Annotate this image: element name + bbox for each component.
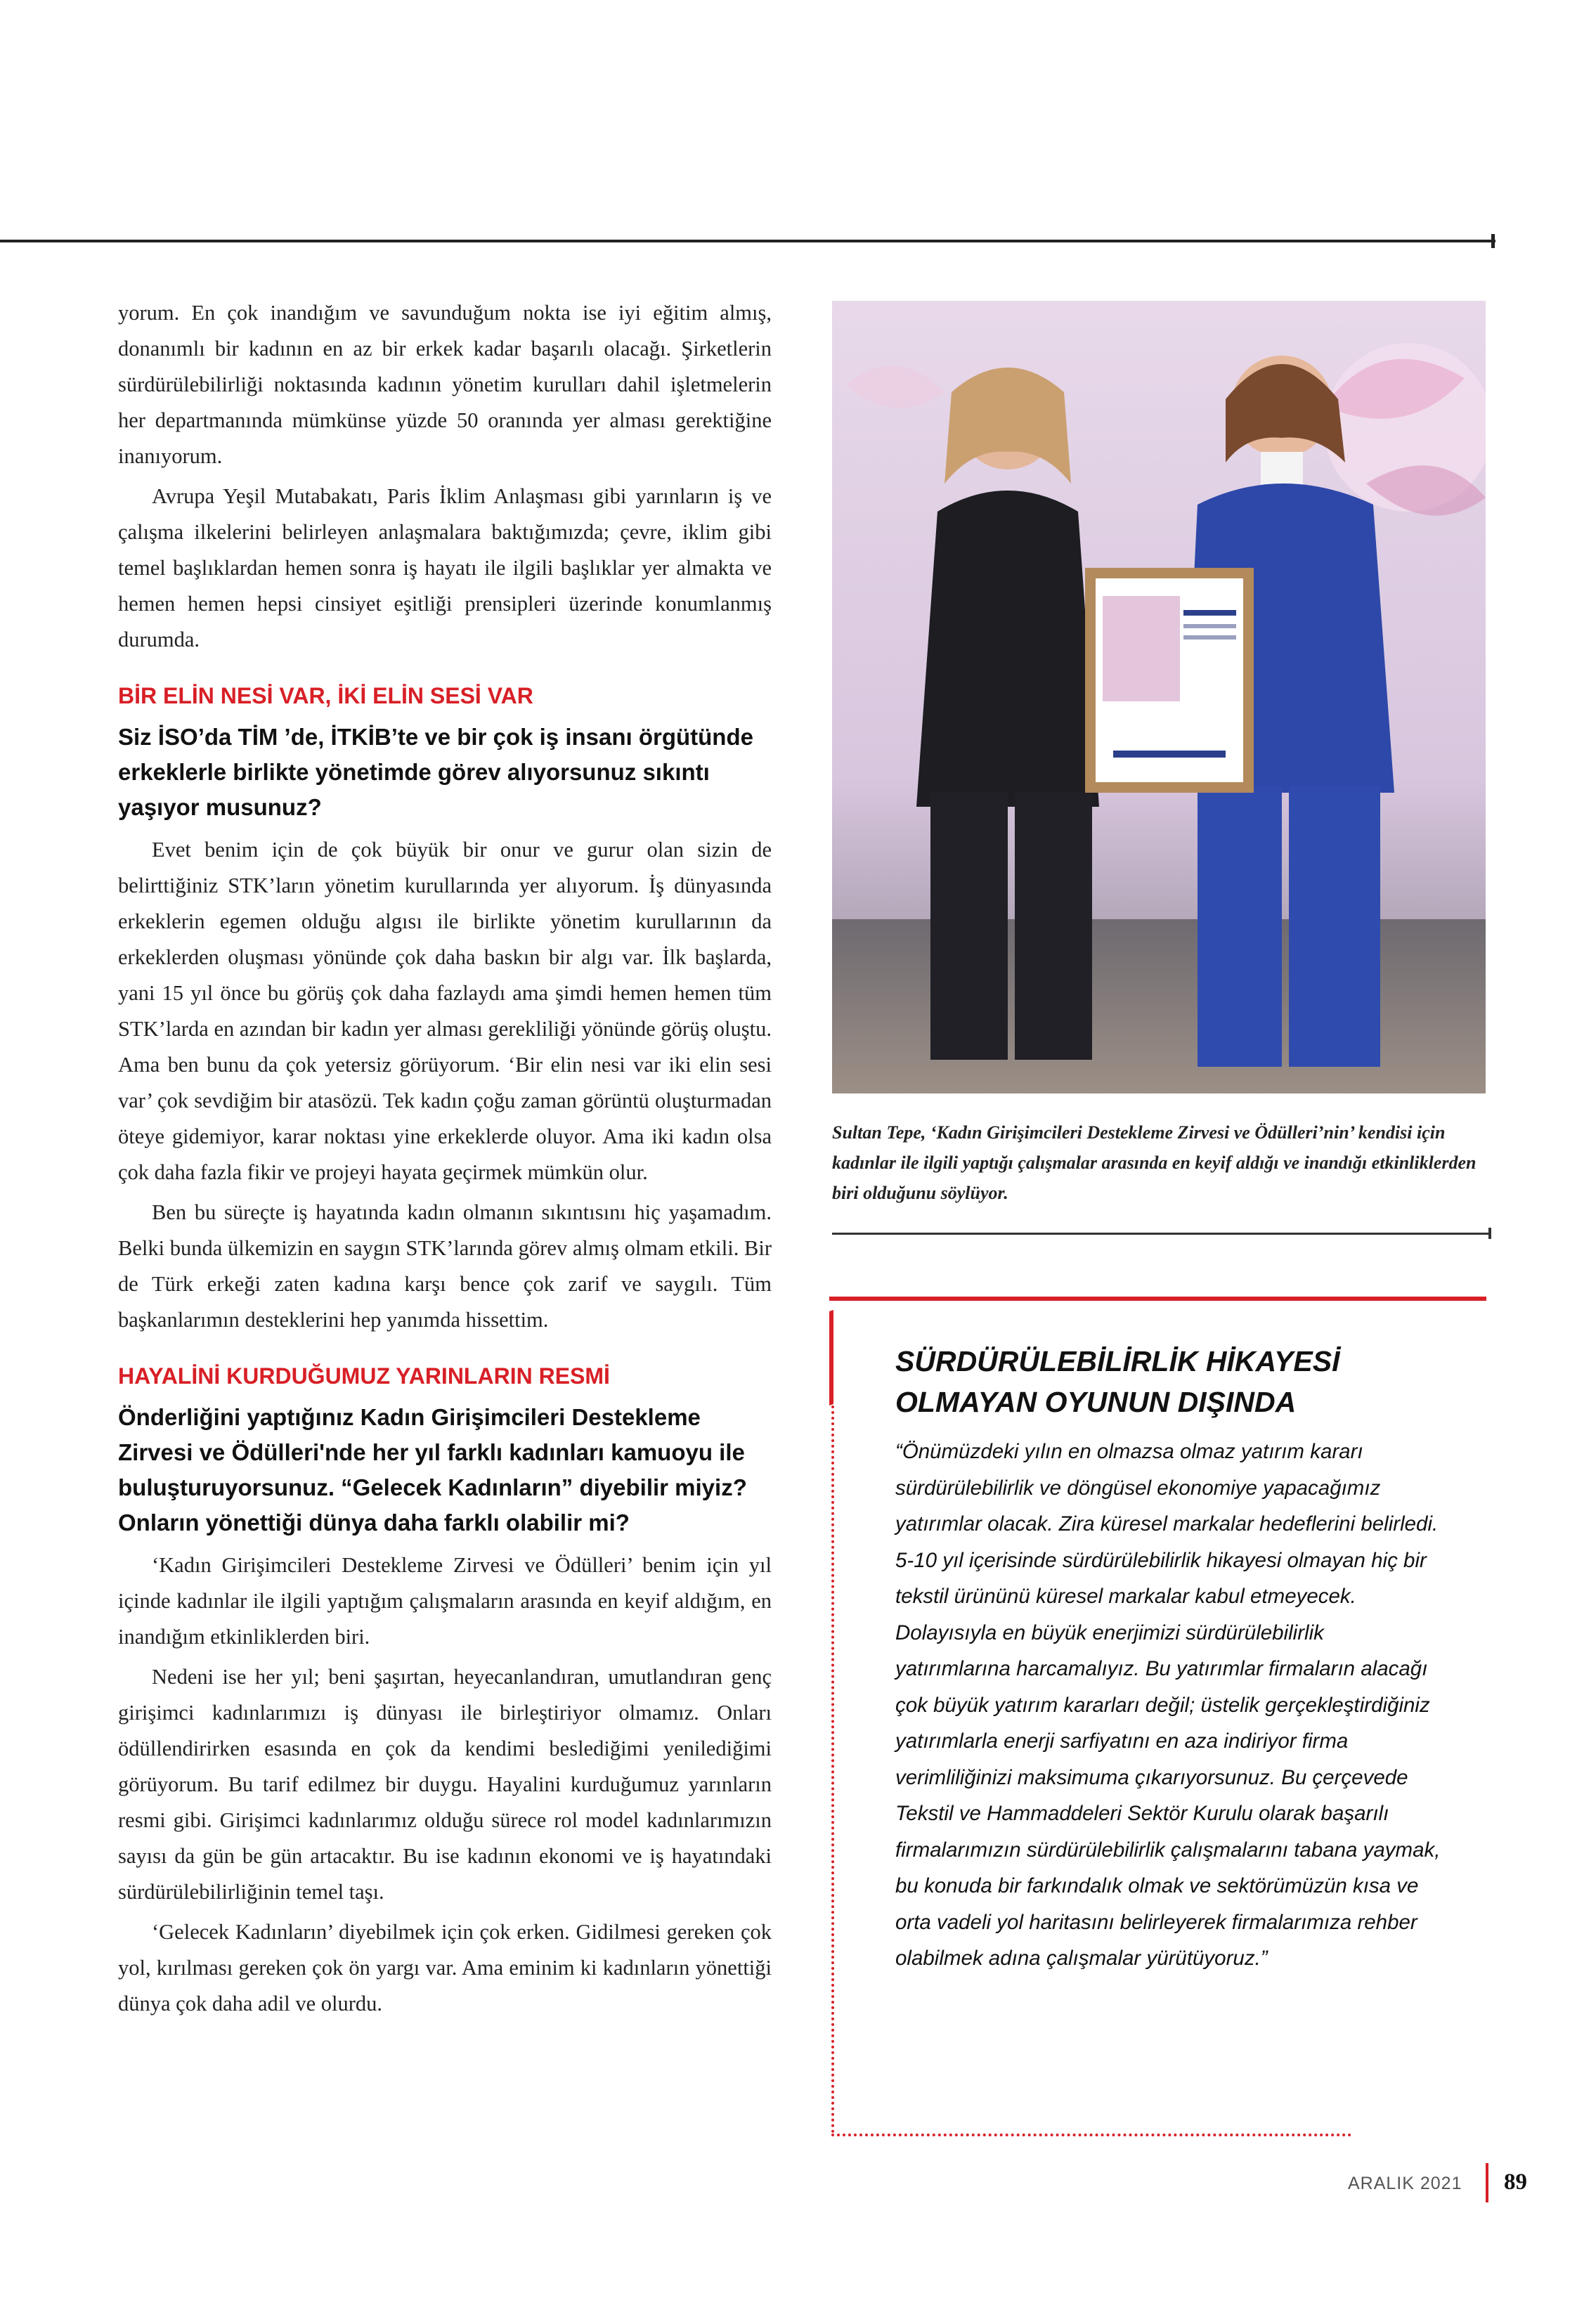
section1-heading: BİR ELİN NESİ VAR, İKİ ELİN SESİ VAR [118,683,533,708]
section1-paragraph-2: Ben bu süreçte iş hayatında kadın olmanın sıkıntısını hiç yaşamadım. Belki bunda ülkemizin en saygın STK’larında görev almış olmam etkili. Bir de Türk erkeği zaten kadına karşı bence çok zarif ve saygılı. Tüm başkanlarımın desteklerini hep yanımda hissettim. [118,1200,772,1332]
section2-paragraph-1: ‘Kadın Girişimcileri Destekleme Zirvesi ve Ödülleri’ benim için yıl içinde kadınlar ile ilgili yaptığım çalışmaların arasında en keyif aldığım, en inandığım etkinliklerden biri. [118,1553,772,1649]
quote-box-title: SÜRDÜRÜLEBİLİRLİK HİKAYESİ OLMAYAN OYUNUN DIŞINDA [895,1345,1340,1418]
award-ceremony-photo [832,301,1486,1093]
intro-paragraph-1: yorum. En çok inandığım ve savunduğum nokta ise iyi eğitim almış, donanımlı bir kadının en az bir erkek kadar başarılı olacağı. Şirketlerin sürdürülebilirliği noktasında kadının yönetim kurulları dahil işletmelerin her departmanında mümkünse yüzde 50 oranında yer alması gerektiğine inanıyorum. [118,301,772,468]
top-rule [0,240,1495,242]
caption-rule-end-mark [1488,1228,1491,1239]
section2-heading: HAYALİNİ KURDUĞUMUZ YARINLARIN RESMİ [118,1363,610,1389]
quote-box-text: “Önümüzdeki yılın en olmazsa olmaz yatırım kararı sürdürülebilirlik ve döngüsel ekonomiye yapacağımız yatırımlar olacak. Zira küresel markalar hedeflerini belirledi. 5-10 yıl içerisinde sürdürülebilirlik hikayesi olmayan hiç bir tekstil ürününü küresel markalar kabul etmeyecek. Dolayısıyla en büyük enerjimizi sürdürülebilirlik yatırımlarına harcamalıyız. Bu yatırımlar firmaların alacağı çok büyük yatırım kararları değil; üstelik gerçekleştirdiğiniz yatırımlarla enerji sarfiyatını en aza indiriyor firma verimliliğinizi maksimuma çıkarıyorsunuz. Bu çerçevede Tekstil ve Hammaddeleri Sektör Kurulu olarak başarılı firmalarımızın sürdürülebilirlik çalışmalarını tabana yaymak, bu konuda bir farkındalık olmak ve sektörümüzün kısa ve orta vadeli yol haritasını belirleyerek firmalarımıza rehber olabilmek adına çalışmalar yürütüyoruz.” [895,1440,1441,1970]
quote-box-corner-accent [829,1310,833,1406]
top-rule-end-mark [1491,234,1495,248]
intro-paragraph-2: Avrupa Yeşil Mutabakatı, Paris İklim Anlaşması gibi yarınların iş ve çalışma ilkelerini belirleyen anlaşmalara baktığımızda; çevre, iklim gibi temel başlıklardan hemen sonra iş hayatı ile ilgili başlıklar yer almakta ve hemen hemen hepsi cinsiyet eşitliği prensipleri üzerinde konumlanmış durumda. [118,484,772,651]
page-number: 89 [1504,2169,1527,2195]
quote-box-top-border [829,1297,1486,1301]
quote-box-dotted-left-border [831,1406,834,2134]
section2-paragraph-3: ‘Gelecek Kadınların’ diyebilmek için çok erken. Gidilmesi gereken çok yol, kırılması gereken çok ön yargı var. Ama eminim ki kadınların yönettiği dünya çok daha adil ve olurdu. [118,1920,772,2015]
section2-question: Önderliğini yaptığınız Kadın Girişimcileri Destekleme Zirvesi ve Ödülleri'nde her yıl farklı kadınları kamuoyu ile buluşturuyorsunuz. “Gelecek Kadınların” diyebilir miyiz? Onların yönettiği dünya daha farklı olabilir mi? [118,1404,747,1536]
photo-caption: Sultan Tepe, ‘Kadın Girişimcileri Destekleme Zirvesi ve Ödülleri’nin’ kendisi için kadınlar ile ilgili yaptığı çalışmalar arasında en keyif aldığı ve inandığı etkinliklerden biri olduğunu söylüyor. [832,1122,1477,1203]
section1-question: Siz İSO’da TİM ’de, İTKİB’te ve bir çok iş insanı örgütünde erkeklerle birlikte yönetimde görev alıyorsunuz sıkıntı yaşıyor musunuz? [118,724,753,820]
footer-separator [1486,2163,1488,2202]
footer-issue-month: ARALIK 2021 [1348,2174,1462,2193]
caption-rule [832,1233,1491,1235]
quote-box-dotted-bottom-border [831,2134,1351,2136]
section2-paragraph-2: Nedeni ise her yıl; beni şaşırtan, heyecanlandıran, umutlandıran genç girişimci kadınlarımızı iş dünyası ile birleştiriyor olmamız. Onları ödüllendirirken esasında en çok da kendimi beslediğimi yenilediğimi görüyorum. Bu tarif edilmez bir duygu. Hayalini kurduğumuz yarınların resmi gibi. Girişimci kadınlarımız olduğu sürece rol model kadınlarımızın sayısı da gün be gün artacaktır. Bu ise kadının ekonomi ve iş hayatındaki sürdürülebilirliğinin temel taşı. [118,1665,772,1904]
section1-paragraph-1: Evet benim için de çok büyük bir onur ve gurur olan sizin de belirttiğiniz STK’ların yönetim kurullarında yer alıyorum. İş dünyasında erkeklerin egemen olduğu algısı ile birlikte yönetim kurullarının da erkeklerden oluşması yönünde çok daha baskın bir algı var. İlk başlarda, yani 15 yıl önce bu görüş çok daha fazlaydı ama şimdi hemen hemen tüm STK’larda en azından bir kadın yer alması gerekliliği yönünde görüş oluştu. Ama ben bunu da çok yetersiz görüyorum. ‘Bir elin nesi var iki elin sesi var’ çok sevdiğim bir atasözü. Tek kadın çoğu zaman görüntü oluşturmadan öteye gidemiyor, karar noktası yine erkeklerde oluyor. Ama iki kadın olsa çok daha fazla fikir ve projeyi hayata geçirmek mümkün olur. [118,838,772,1184]
article-left-column [118,295,772,2022]
